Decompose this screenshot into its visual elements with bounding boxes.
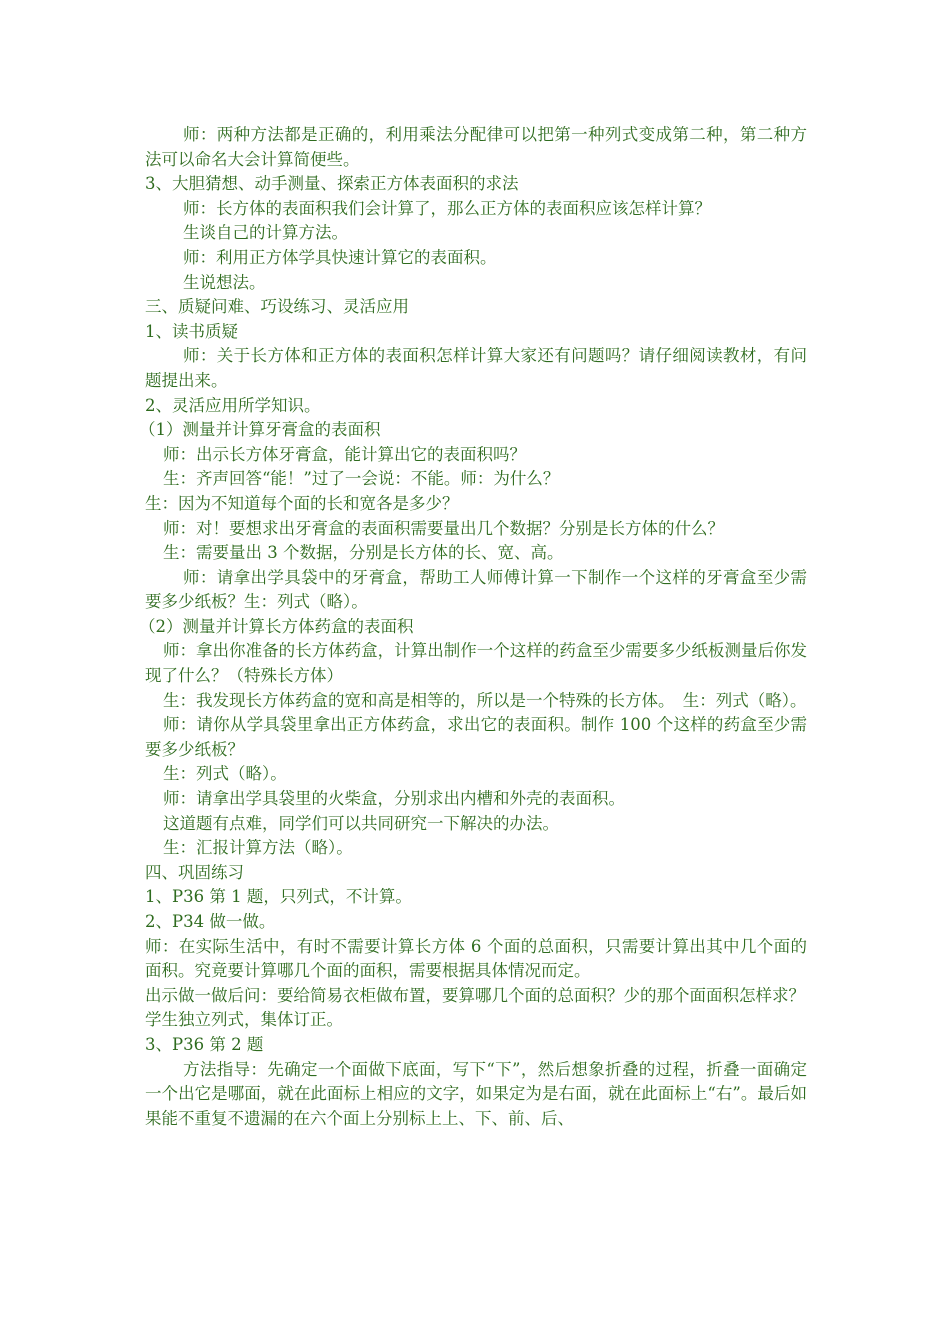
paragraph: 生：因为不知道每个面的长和宽各是多少？ <box>145 493 459 513</box>
paragraph: 师：在实际生活中，有时不需要计算长方体 6 个面的总面积，只需要计算出其中几个面的面积。究竟要计算哪几个面的面积，需要根据具体情况而定。 <box>145 936 807 981</box>
paragraph: 生：需要量出 3 个数据，分别是长方体的长、宽、高。 <box>163 543 564 563</box>
paragraph: 生说想法。 <box>183 272 266 292</box>
document-body <box>139 123 807 1131</box>
paragraph: 生：齐声回答“能！”过了一会说：不能。师：为什么？ <box>163 469 560 489</box>
paragraph: 师：利用正方体学具快速计算它的表面积。 <box>183 247 497 267</box>
section-heading: 四、巩固练习 <box>145 862 244 882</box>
paragraph: 2、P34 做一做。 <box>145 912 276 931</box>
paragraph: 3、P36 第 2 题 <box>145 1034 264 1054</box>
section-heading: 三、质疑问难、巧设练习、灵活应用 <box>145 297 409 317</box>
subsection-heading: （1）测量并计算牙膏盒的表面积 <box>139 420 381 440</box>
paragraph: 师：拿出你准备的长方体药盒，计算出制作一个这样的药盒至少需要多少纸板测量后你发现了什么？（特殊长方体） <box>145 641 807 686</box>
paragraph: 师：请拿出学具袋里的火柴盒，分别求出内槽和外壳的表面积。 <box>163 789 625 809</box>
paragraph: 师：请你从学具袋里拿出正方体药盒，求出它的表面积。制作 100 个这样的药盒至少需要多少纸板？ <box>145 715 807 759</box>
subsection-heading: （2）测量并计算长方体药盒的表面积 <box>139 616 414 636</box>
section-heading: 2、灵活应用所学知识。 <box>145 395 321 415</box>
paragraph: 生：汇报计算方法（略）。 <box>163 838 353 858</box>
section-heading: 1、读书质疑 <box>145 321 238 341</box>
paragraph: 师：出示长方体牙膏盒，能计算出它的表面积吗？ <box>163 444 526 464</box>
paragraph: 这道题有点难，同学们可以共同研究一下解决的办法。 <box>163 813 559 833</box>
paragraph: 生：列式（略）。 <box>163 764 287 784</box>
paragraph: 师：长方体的表面积我们会计算了，那么正方体的表面积应该怎样计算？ <box>183 198 711 218</box>
paragraph: 1、P36 第 1 题，只列式，不计算。 <box>145 887 412 907</box>
paragraph: 出示做一做后问：要给简易衣柜做布置，要算哪几个面的总面积？少的那个面面积怎样求？ <box>145 985 805 1005</box>
paragraph: 学生独立列式，集体订正。 <box>145 1010 343 1030</box>
paragraph: 师：关于长方体和正方体的表面积怎样计算大家还有问题吗？请仔细阅读教材，有问题提出来。 <box>145 346 807 390</box>
paragraph: 师：对！要想求出牙膏盒的表面积需要量出几个数据？分别是长方体的什么？ <box>163 518 724 538</box>
paragraph: 生谈自己的计算方法。 <box>183 223 348 243</box>
paragraph: 师：请拿出学具袋中的牙膏盒，帮助工人师傅计算一下制作一个这样的牙膏盒至少需要多少纸板？生：列式（略）。 <box>145 567 807 612</box>
section-heading: 3、大胆猜想、动手测量、探索正方体表面积的求法 <box>145 174 519 194</box>
paragraph: 方法指导：先确定一个面做下底面，写下“下”，然后想象折叠的过程，折叠一面确定一个出它是哪面，就在此面标上相应的文字，如果定为是右面，就在此面标上“右”。最后如果能不重复不遗漏的在六个面上分别标上上、下、前、后、 <box>145 1059 807 1128</box>
paragraph: 师：两种方法都是正确的，利用乘法分配律可以把第一种列式变成第二种，第二种方法可以命名大会计算简便些。 <box>145 125 807 169</box>
paragraph: 生：我发现长方体药盒的宽和高是相等的，所以是一个特殊的长方体。 生：列式（略）。 <box>163 690 807 710</box>
